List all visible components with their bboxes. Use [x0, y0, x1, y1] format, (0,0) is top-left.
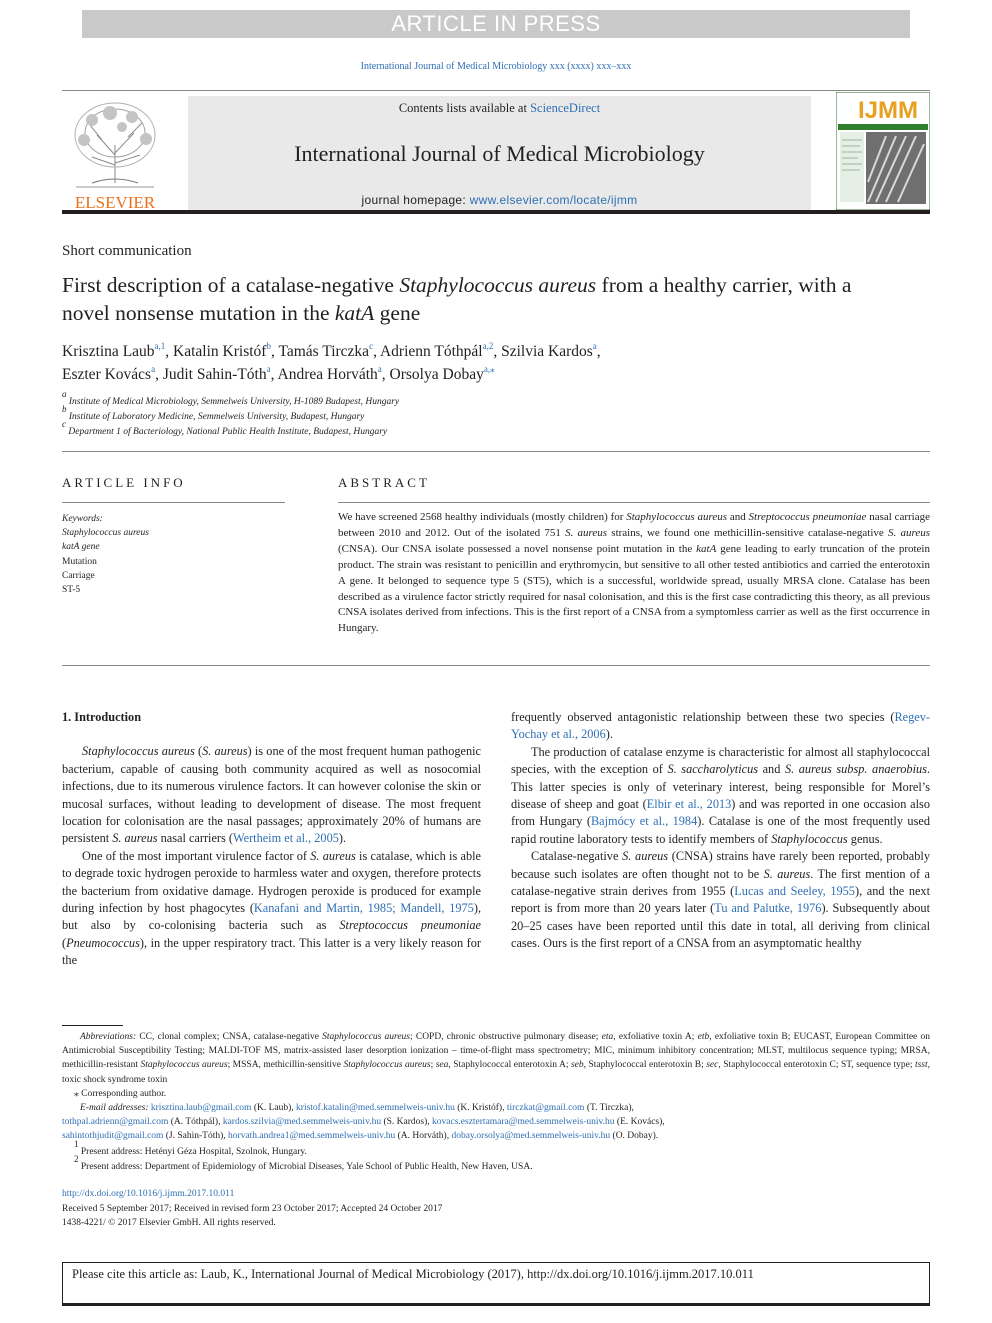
- author-list: [62, 340, 882, 386]
- paragraph: Catalase-negative S. aureus (CNSA) strains have rarely been reported, probably because such isolates are often thought not to be S. aureus. The first mention of a catalase-negative strain derives from 1955 (Lucas and Seeley, 1955), and the next report is from more than 20 years later (Tu and Palutke, 1976). Subsequently about 20–25 cases have been reported until this date in total, all deriving from clinical cases. Ours is the first report of a CNSA from an asymptomatic healthy: [511, 849, 931, 951]
- email-link[interactable]: kovacs.esztertamara@med.semmelweis-univ.hu: [432, 1117, 615, 1128]
- copyright: 1438-4221/ © 2017 Elsevier GmbH. All rights reserved.: [62, 1218, 276, 1228]
- affiliation: [62, 389, 400, 409]
- footnote-2: $^2$ Present address: Department of Epidemiology of Microbial Diseases, Yale School of Public Health, New Haven, USA.: [74, 1153, 533, 1172]
- article-type: Short communication: [62, 243, 192, 259]
- title-italic: katA: [334, 301, 375, 325]
- keyword: Mutation: [62, 556, 97, 567]
- affiliation-text: Institute of Laboratory Medicine, Semmelweis University, Budapest, Hungary: [68, 412, 365, 422]
- article-title: [62, 271, 892, 327]
- contents-prefix: Contents lists available at: [398, 101, 531, 115]
- affiliation: [62, 419, 399, 439]
- separator: ,: [155, 366, 163, 383]
- author-affiliation-mark[interactable]: a,2: [482, 341, 494, 351]
- header-bottom-rule: [62, 210, 930, 214]
- author-affiliation-mark[interactable]: a,1: [154, 341, 166, 351]
- abstract-heading: ABSTRACT: [338, 475, 430, 490]
- journal-title: International Journal of Medical Microbiology: [294, 141, 705, 166]
- email-link[interactable]: kardos.szilvia@med.semmelweis-univ.hu: [222, 1117, 382, 1128]
- journal-reference-link[interactable]: International Journal of Medical Microbiology xxx (xxxx) xxx–xxx: [360, 61, 632, 72]
- elsevier-logo[interactable]: [62, 95, 168, 211]
- article-in-press-banner: ARTICLE IN PRESS: [82, 10, 910, 38]
- separator: ,: [270, 366, 278, 383]
- separator: ,: [596, 343, 601, 360]
- sciencedirect-link[interactable]: ScienceDirect: [530, 101, 601, 115]
- author[interactable]: Eszter Kovács: [62, 366, 152, 383]
- reference-link[interactable]: Elbir et al., 2013: [646, 797, 732, 812]
- affiliation-mark: b: [62, 404, 67, 414]
- journal-homepage: [188, 193, 811, 207]
- paragraph: The production of catalase enzyme is characteristic for almost all staphylococcal species, with the exception of S. saccharolyticus and S. aureus subsp. anaerobius. This latter species is only of veterinary interest, being responsible for Morel’s disease of sheep and goat (Elbir et al., 2013) and was reported in one occasion also from Hungary (Bajmócy et al., 1984). Catalase is one of the most frequently used rapid routine laboratory tests to identify members of Staphylococcus genus.: [511, 744, 931, 846]
- affiliation-mark: c: [62, 419, 66, 429]
- title-italic: Staphylococcus aureus: [399, 273, 597, 297]
- author[interactable]: Katalin Kristóf: [173, 343, 267, 360]
- author[interactable]: Andrea Horváth: [277, 366, 378, 383]
- elsevier-tree-icon: [62, 95, 168, 211]
- author[interactable]: Adrienn Tóthpál: [379, 343, 483, 360]
- homepage-prefix: journal homepage:: [361, 193, 470, 207]
- doi-link[interactable]: http://dx.doi.org/10.1016/j.ijmm.2017.10.011: [62, 1189, 235, 1199]
- keyword: Carriage: [62, 570, 95, 581]
- affiliation-text: Department 1 of Bacteriology, National Public Health Institute, Budapest, Hungary: [68, 427, 388, 437]
- email-link[interactable]: kristof.katalin@med.semmelweis-univ.hu: [296, 1103, 455, 1114]
- author-affiliation-mark[interactable]: b: [266, 341, 271, 351]
- reference-link[interactable]: Wertheim et al., 2005: [232, 831, 339, 846]
- email-link[interactable]: sahintothjudit@gmail.com: [62, 1131, 164, 1142]
- email-link[interactable]: horvath.andrea1@med.semmelweis-univ.hu: [228, 1131, 396, 1142]
- body-column-right: [511, 709, 930, 953]
- author[interactable]: Judit Sahin-Tóth: [162, 366, 267, 383]
- author[interactable]: Tamás Tirczka: [278, 343, 370, 360]
- affiliation-mark: a: [62, 389, 67, 399]
- cover-title: IJMM: [858, 97, 918, 124]
- email-link[interactable]: tothpal.adrienn@gmail.com: [62, 1117, 169, 1128]
- affiliation-text: Institute of Medical Microbiology, Semmelweis University, H-1089 Budapest, Hungary: [68, 397, 400, 407]
- homepage-link[interactable]: www.elsevier.com/locate/ijmm: [469, 193, 638, 207]
- body-rule: [62, 665, 930, 666]
- separator: ,: [165, 343, 174, 360]
- footnote-rule: [62, 1025, 123, 1026]
- author-affiliation-mark[interactable]: a: [592, 341, 597, 351]
- author[interactable]: Krisztina Laub: [62, 343, 155, 360]
- footnotes: [62, 1030, 930, 1174]
- reference-link[interactable]: Tu and Palutke, 1976: [714, 901, 822, 916]
- email-link[interactable]: krisztina.laub@gmail.com: [150, 1103, 252, 1114]
- corresponding-author: ⁎ Corresponding author.: [74, 1088, 167, 1099]
- keyword: katA gene: [62, 542, 100, 553]
- separator: ,: [493, 343, 502, 360]
- journal-cover-image: [836, 92, 930, 210]
- footnote-1: $^1$ Present address: Hetényi Géza Hospital, Szolnok, Hungary.: [74, 1138, 307, 1157]
- keywords: [62, 512, 149, 597]
- header-top-rule: [62, 90, 930, 91]
- keyword: Staphylococcus aureus: [62, 528, 149, 539]
- reference-link[interactable]: Lucas and Seeley, 1955: [734, 884, 855, 899]
- section-heading-introduction: 1. Introduction: [62, 710, 142, 724]
- reference-link[interactable]: Bajmócy et al., 1984: [590, 814, 698, 829]
- reference-link[interactable]: Kanafani and Martin, 1985; Mandell, 1975: [253, 901, 474, 916]
- received-dates: Received 5 September 2017; Received in revised form 23 October 2017; Accepted 24 October 2017: [62, 1203, 443, 1214]
- author-affiliation-mark[interactable]: a: [377, 364, 382, 374]
- keyword: ST-5: [62, 585, 81, 596]
- article-info-heading: ARTICLE INFO: [62, 475, 186, 490]
- title-part: from a healthy carrier, with a novel nonsense mutation in the: [62, 273, 852, 325]
- body-column-left: [62, 709, 481, 970]
- abstract-rule: [338, 502, 930, 503]
- separator: ,: [373, 343, 380, 360]
- title-part: gene: [374, 301, 421, 325]
- section-rule: [62, 451, 930, 452]
- affiliation: [62, 404, 399, 424]
- separator: ,: [270, 343, 279, 360]
- abstract-text: We have screened 2568 healthy individuals (mostly children) for Staphylococcus aureus and Streptococcus pneumoniae nasal carriage between 2010 and 2012. Out of the isolated 751 S. aureus strains, we found one methicillin-sensitive catalase-negative S. aureus (CNSA). Our CNSA isolate possessed a novel nonsense point mutation in the katA gene leading to early truncation of the protein product. The strain was resistant to penicillin and erythromycin, but sensitive to all other tested antibiotics and carried the enterotoxin A gene. It belonged to sequence type 5 (ST5), which is a successful, worldwide spread, usually MRSA clone. Catalase has been described as a virulence factor strictly required for nasal colonisation, and this is the first case contradicting this theory, as all previous CNSA isolates derived from infections. This is the first report of a CNSA from a symptomless carrier as well as the first occurrence in Hungary.: [338, 511, 931, 635]
- email-link[interactable]: dobay.orsolya@med.semmelweis-univ.hu: [451, 1131, 611, 1142]
- author-affiliation-mark[interactable]: a: [266, 364, 271, 374]
- paragraph: frequently observed antagonistic relationship between these two species (Regev-Yochay et al., 2006).: [511, 710, 930, 742]
- publication-info: [62, 1187, 442, 1231]
- separator: ,: [381, 366, 390, 383]
- keywords-label: Keywords:: [62, 514, 103, 524]
- paragraph: One of the most important virulence factor of S. aureus is catalase, which is able to degrade toxic hydrogen peroxide to harmless water and oxygen, therefore protects the bacterium from oxidative damage. Hydrogen peroxide is produced for example during infection by host phagocytes (Kanafani and Martin, 1985; Mandell, 1975), but also by co-colonising bacteria such as Streptococcus pneumoniae (Pneumococcus), in the upper respiratory tract. This latter is a very likely reason for the: [62, 848, 482, 968]
- abbreviations-footnote: Abbreviations: CC, clonal complex; CNSA, catalase-negative Staphylococcus aureus; COPD, chronic obstructive pulmonary disease; eta, exfoliative toxin A; etb, exfoliative toxin B; EUCAST, European Committee on Antimicrobial Susceptibility Testing; MALDI-TOF MS, matrix-assisted laser desorption ionization – time-of-flight mass spectrometry; MIC, minimum inhibitory concentration; MLST, multilocus sequence typing; MRSA, methicillin-resistant Staphylococcus aureus; MSSA, methicillin-sensitive Staphylococcus aureus; sea, Staphylococcal enterotoxin A; seb, Staphylococcal enterotoxin B; sec, Staphylococcal enterotoxin C; ST, sequence type; tsst, toxic shock syndrome toxin: [62, 1032, 931, 1085]
- journal-cover[interactable]: [836, 92, 930, 210]
- email-link[interactable]: tirczkat@gmail.com: [506, 1103, 585, 1114]
- title-part: First description of a catalase-negative: [62, 273, 400, 297]
- author[interactable]: Orsolya Dobay: [389, 366, 484, 383]
- paragraph: Staphylococcus aureus (S. aureus) is one of the most frequent human pathogenic bacterium, capable of causing both community acquired as well as nosocomial infections, due to its numerous virulence factors. It can however colonise the skin or mucosal surfaces, without leading to development of disease. The most frequent location for colonisation are the nasal passages; approximately 20% of humans are persistent S. aureus nasal carriers (Wertheim et al., 2005).: [62, 744, 481, 846]
- author[interactable]: Szilvia Kardos: [501, 343, 593, 360]
- contents-available: [188, 101, 811, 116]
- elsevier-logo-text: ELSEVIER: [74, 193, 156, 211]
- affiliations: [62, 389, 400, 439]
- citation-text[interactable]: Please cite this article as: Laub, K., International Journal of Medical Microbiology (2017), http://dx.doi.org/10.1016/j.ijmm.2017.10.011: [72, 1267, 754, 1281]
- reference-link[interactable]: Regev-Yochay et al., 2006: [511, 710, 930, 742]
- author-affiliation-mark[interactable]: a,⁎: [483, 364, 495, 374]
- email-addresses: E-mail addresses: krisztina.laub@gmail.com (K. Laub), kristof.katalin@med.semmelweis-univ.hu (K. Kristóf), tirczkat@gmail.com (T. Tirczka), tothpal.adrienn@gmail.com (A. Tóthpál), kardos.szilvia@med.semmelweis-univ.hu (S. Kardos), kovacs.esztertamara@med.semmelweis-univ.hu (E. Kovács), sahintothjudit@gmail.com (J. Sahin-Tóth), horvath.andrea1@med.semmelweis-univ.hu (A. Horváth), dobay.orsolya@med.semmelweis-univ.hu (O. Dobay).: [62, 1103, 665, 1142]
- article-info-rule: [62, 502, 285, 503]
- author-affiliation-mark[interactable]: a: [151, 364, 156, 374]
- author-affiliation-mark[interactable]: c: [369, 341, 374, 351]
